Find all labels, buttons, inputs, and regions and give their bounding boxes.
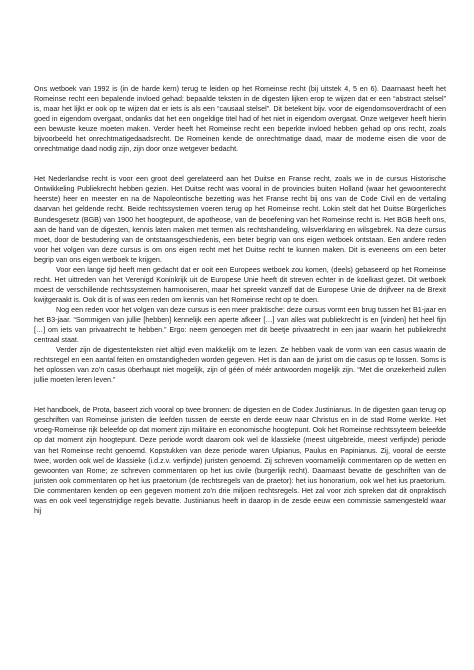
paragraph-dutch-german-french-law: Het Nederlandse recht is voor een groot deel gerelateerd aan het Duitse en Franse recht, zoals we in de cursus Historische Ontwikkeling Publiekrecht hebben gezien. Het Duitse recht was vooral in de provincies buiten Holland (waar het gewoonterecht heerste) heer en meester en na de Napoleontische bezetting was het Franse recht bij ons van de Code Civil en de vertaling daarvan het geldende recht. Beide rechtssystemen voeren terug op het Romeinse recht. Lokin stelt dat het Duitse Bürgerliches Bundesgesetz (BGB) van 1900 het hoogtepunt, de apotheose, van de beoefening van het Romeinse recht is. Het BGB heeft ons, aan de hand van de digesten, kennis laten maken met termen als rechtshandeling, wilsverklaring en wilsgebrek. Na deze cursus moet, door de bestudering van de ontstaansgeschiedenis, een beter begrip van ons eigen wetboek ontstaan. Een andere reden voor het volgen van deze cursus is om ons eigen recht met het Duitse recht te kunnen maken. Dit is eveneens om een beter begrip van ons eigen wetboek te krijgen. (34, 175, 446, 264)
paragraph-roman-law-influence: Ons wetboek van 1992 is (in de harde kern) terug te leiden op het Romeinse recht (bij uitstek 4, 5 en 6). Daarnaast heeft het Romeinse recht een bepalende invloed gehad: bepaalde teksten in de digesten lijken erop te wijzen dat er een “abstract stelsel” is, maar het lijkt er ook op te wijzen dat er iets is als een “causaal stelsel”. Dit betekent bijv. voor de eigendomsoverdracht of een goed in eigendom overgaat, ondanks dat het een ongeldige titel had of het niet in eigendom overgaat. Onze wetgever heeft hierin een bewuste keuze moeten maken. Verder heeft het Romeinse recht een beperkte invloed hebben gehad op ons recht, zoals bijvoorbeeld het onrechtmatigedaadsrecht. De Romeinen kende de onrechtmatige daad, maar de moderne eisen die voor de onrechtmatige daad nodig zijn, zijn door onze wetgever bedacht. (34, 85, 446, 154)
paragraph-european-code: Voor een lange tijd heeft men gedacht dat er ooit een Europees wetboek zou komen, (deels) gebaseerd op het Romeinse recht. Het uittreden van het Verenigd Koninkrijk uit de Europese Unie heeft dit streven echter in de koelkast gezet. Dit wetboek moest de verschillende rechtssystemen harmoniseren, maar het spreekt vanzelf dat de Europese Unie de drijfveer na de Brexit kwijtgeraakt is. Ook dit is of was een reden om kennis van het Romeinse recht op te doen. (34, 265, 446, 304)
paragraph-handbook-sources: Het handboek, de Prota, baseert zich vooral op twee bronnen: de digesten en de Codex Justinianus. In de digesten gaan terug op geschriften van Romeinse juristen die leefden tussen de eerste en derde eeuw naar Christus en in de stad Rome werkte. Het vroeg-Romeinse rijk beleefde op dat moment zijn militaire en economische hoogtepunt. Ook het Romeinse rechtssyteem beleefde op dat moment zijn hoogtepunt. Deze periode wordt daarom ook wel de klassieke (meest uitgebreide, meest verfijnde) periode van het Romeinse recht genoemd. Kopstukken van deze periode waren Ulpianus, Paulus en Papinianus. Zij, vooral de eerste twee, worden ook wel de klassieke (i.d.z.v. verfijnde) juristen genoemd. Zij schreven voornamelijk commentaren op de wetten en gewoonten van Rome; ze schreven commentaren op het ius civile (burgerlijk recht). Daarnaast bevatte de geschriften van de juristen ook commentaren op het ius praetorium (de rechtsregels van de praetor): het ius honorarium, ook wel het ius praetorium. Die commentaren kenden op een gegeven moment zo’n drie miljoen rechtsregels. Het zal voor zich spreken dat dit onpraktisch was en ook veel tegenstrijdige regels bevatte. Justinianus heeft in daarop in de zesde eeuw een commissie samengesteld waar hij (34, 406, 446, 515)
paragraph-practical-reason: Nog een reden voor het volgen van deze cursus is een meer praktische: deze cursus vormt een brug tussen het B1-jaar en het B3-jaar. “Sommigen van jullie [hebben] kennelijk een aperte afkeer […] van alles wat publiekrecht is en [vinden] het heel fijn […] om iets van privaatrecht te hebben.” Ergo: neem genoegen met dit beetje privaatrecht in een jaar waarin het publiekrecht centraal staat. (34, 305, 446, 345)
paragraph-digest-texts: Verder zijn de digestenteksten niet altijd even makkelijk om te lezen. Ze hebben vaak de vorm van een casus waarin de rechtsregel en een aantal feiten en omstandigheden worden gegeven. Het is dan aan de jurist om die casus op te lossen. Soms is het oplossen van zo’n casus überhaupt niet mogelijk, zijn of géén of méér antwoorden mogelijk zijn. “Met die onzekerheid zullen jullie moeten leren leven.” (34, 346, 446, 385)
